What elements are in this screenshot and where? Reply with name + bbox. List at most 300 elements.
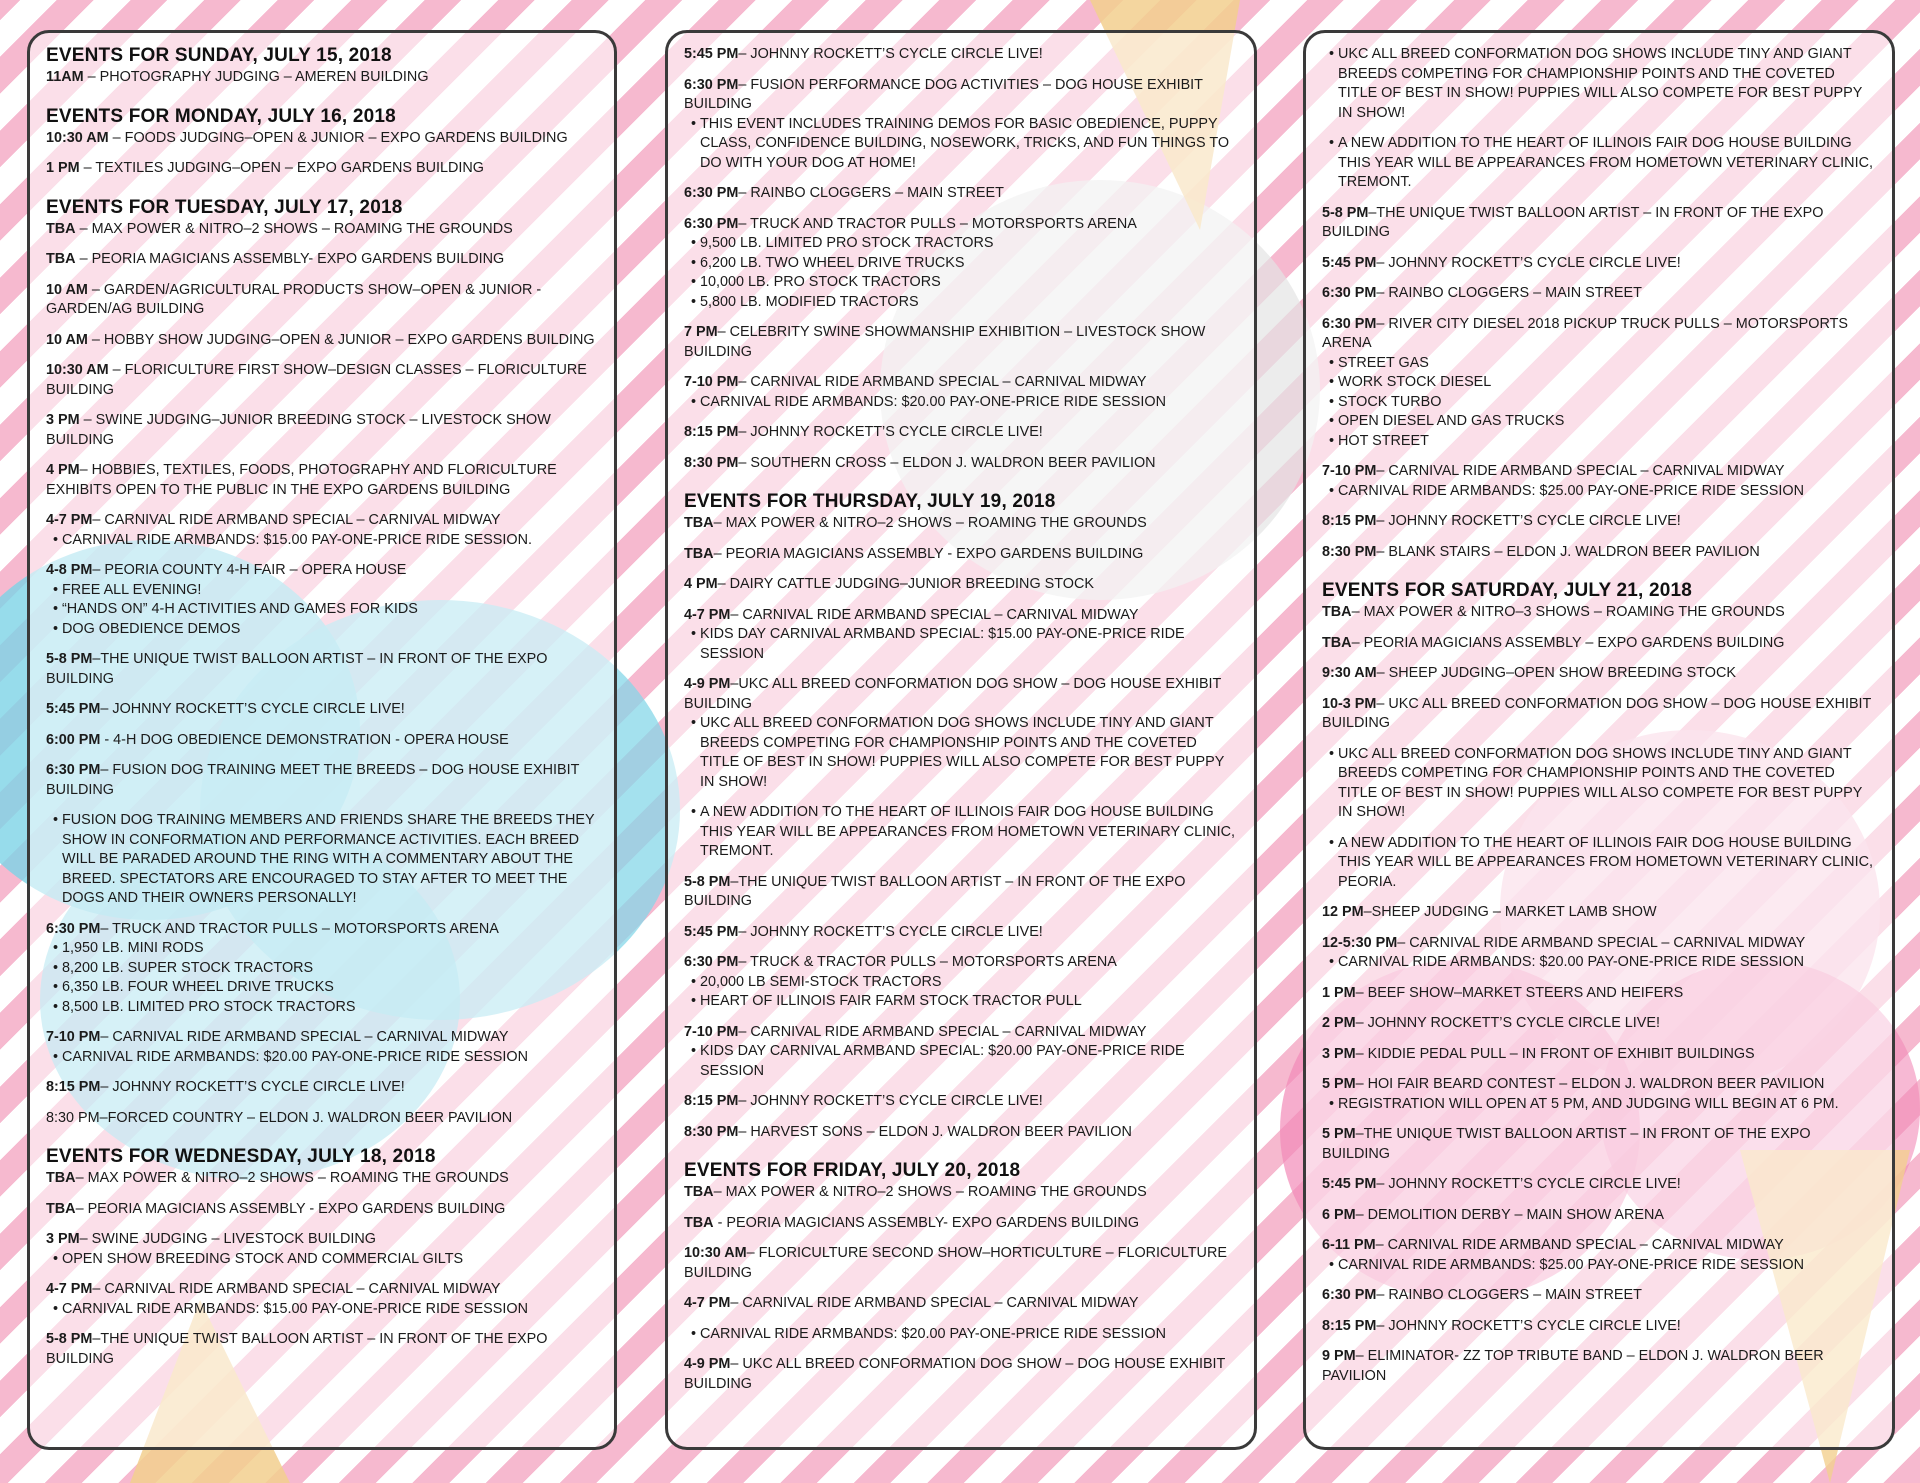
event-time: TBA bbox=[1322, 604, 1352, 620]
bullet-text: 9,500 LB. LIMITED PRO STOCK TRACTORS bbox=[700, 235, 994, 251]
bullet-text: A NEW ADDITION TO THE HEART OF ILLINOIS FAIR DOG HOUSE BUILDING THIS YEAR WILL BE APPEARANCES FROM HOMETOWN VETERINARY CLINIC, PEORIA. bbox=[1338, 834, 1873, 890]
event-line bbox=[684, 1183, 1238, 1203]
bullet-text: FREE ALL EVENING! bbox=[62, 581, 202, 598]
event-item bbox=[46, 1330, 598, 1369]
event-time: 4-8 PM bbox=[46, 562, 93, 578]
event-line bbox=[1322, 1206, 1876, 1226]
event-line bbox=[1322, 603, 1876, 623]
day-heading: EVENTS FOR FRIDAY, JULY 20, 2018 bbox=[684, 1160, 1021, 1181]
event-item bbox=[46, 331, 598, 351]
bullet-text: HEART OF ILLINOIS FAIR FARM STOCK TRACTOR PULL bbox=[700, 993, 1082, 1009]
event-time: 4-7 PM bbox=[46, 1281, 93, 1297]
event-line bbox=[46, 331, 598, 351]
event-time: TBA bbox=[46, 1170, 76, 1186]
event-time: 5-8 PM bbox=[46, 1331, 93, 1347]
event-detail-bullet bbox=[684, 234, 1238, 254]
event-line bbox=[46, 250, 598, 270]
bullet-text: STREET GAS bbox=[1338, 354, 1429, 371]
event-time: 6:30 PM bbox=[684, 185, 739, 201]
event-item bbox=[1322, 1175, 1876, 1195]
event-detail-bullet bbox=[46, 600, 598, 620]
event-detail-bullet bbox=[684, 1042, 1238, 1081]
event-item bbox=[1322, 204, 1876, 243]
event-line bbox=[1322, 543, 1876, 563]
event-line bbox=[1322, 1286, 1876, 1306]
day-heading: EVENTS FOR TUESDAY, JULY 17, 2018 bbox=[46, 196, 403, 218]
event-line bbox=[1322, 1075, 1876, 1095]
event-description: – MAX POWER & NITRO–2 SHOWS – ROAMING THE GROUNDS bbox=[713, 515, 1147, 531]
event-description: – CARNIVAL RIDE ARMBAND SPECIAL – CARNIVAL MIDWAY bbox=[92, 512, 501, 528]
event-item bbox=[1322, 1286, 1876, 1306]
event-line bbox=[684, 1123, 1238, 1143]
event-line bbox=[46, 220, 598, 240]
event-description: – BLANK STAIRS – ELDON J. WALDRON BEER PAVILION bbox=[1376, 543, 1760, 560]
event-time: 6:30 PM bbox=[684, 76, 739, 93]
event-time: 6:30 PM bbox=[1322, 315, 1377, 332]
bullet-text: 1,950 LB. MINI RODS bbox=[62, 940, 204, 956]
event-line bbox=[684, 575, 1238, 595]
event-item bbox=[1322, 934, 1876, 973]
event-item bbox=[46, 811, 598, 909]
event-detail-bullet bbox=[684, 973, 1238, 993]
event-line bbox=[46, 1169, 598, 1189]
event-time: 5-8 PM bbox=[1322, 204, 1369, 221]
event-description: – JOHNNY ROCKETT’S CYCLE CIRCLE LIVE! bbox=[738, 46, 1043, 62]
event-time: 10 AM bbox=[46, 281, 88, 298]
event-line bbox=[684, 454, 1238, 474]
event-line bbox=[46, 511, 598, 531]
event-description: – GARDEN/AGRICULTURAL PRODUCTS SHOW–OPEN & JUNIOR - GARDEN/AG BUILDING bbox=[46, 281, 542, 317]
bullet-text: WORK STOCK DIESEL bbox=[1338, 374, 1492, 390]
event-item bbox=[684, 215, 1238, 313]
event-description: – DAIRY CATTLE JUDGING–JUNIOR BREEDING STOCK bbox=[717, 576, 1094, 592]
event-time: 9:30 AM bbox=[1322, 665, 1377, 681]
event-line bbox=[684, 1092, 1238, 1112]
event-line bbox=[684, 373, 1238, 393]
event-line bbox=[684, 323, 1238, 362]
event-description: – RAINBO CLOGGERS – MAIN STREET bbox=[1376, 1287, 1642, 1303]
event-line bbox=[46, 281, 598, 320]
event-description: – FUSION DOG TRAINING MEET THE BREEDS – DOG HOUSE EXHIBIT BUILDING bbox=[46, 762, 580, 798]
event-item bbox=[1322, 1045, 1876, 1065]
event-detail-bullet bbox=[1322, 354, 1876, 374]
event-description: – CARNIVAL RIDE ARMBAND SPECIAL – CARNIVAL MIDWAY bbox=[730, 606, 1139, 623]
event-item bbox=[1322, 462, 1876, 501]
event-description: – PEORIA COUNTY 4-H FAIR – OPERA HOUSE bbox=[92, 562, 407, 578]
event-time: 5-8 PM bbox=[46, 651, 93, 667]
event-description: – KIDDIE PEDAL PULL – IN FRONT OF EXHIBIT BUILDINGS bbox=[1355, 1045, 1755, 1062]
event-item bbox=[1322, 543, 1876, 563]
event-line bbox=[684, 953, 1238, 973]
event-description: – JOHNNY ROCKETT’S CYCLE CIRCLE LIVE! bbox=[1376, 254, 1681, 271]
event-description: – RAINBO CLOGGERS – MAIN STREET bbox=[738, 185, 1004, 201]
event-detail-bullet bbox=[46, 939, 598, 959]
event-line bbox=[1322, 315, 1876, 354]
event-item bbox=[684, 923, 1238, 943]
event-line bbox=[1322, 1317, 1876, 1337]
event-time: 6:30 PM bbox=[684, 215, 739, 232]
event-description: – MAX POWER & NITRO–2 SHOWS – ROAMING THE GROUNDS bbox=[75, 220, 513, 237]
event-description: – JOHNNY ROCKETT’S CYCLE CIRCLE LIVE! bbox=[738, 424, 1043, 440]
event-item bbox=[684, 514, 1238, 534]
event-description: – DEMOLITION DERBY – MAIN SHOW ARENA bbox=[1355, 1206, 1664, 1223]
event-item bbox=[46, 650, 598, 689]
event-item bbox=[684, 803, 1238, 862]
event-description: – JOHNNY ROCKETT’S CYCLE CIRCLE LIVE! bbox=[1355, 1015, 1661, 1031]
event-line bbox=[1322, 512, 1876, 532]
event-description: - 4-H DOG OBEDIENCE DEMONSTRATION - OPERA HOUSE bbox=[100, 731, 509, 748]
event-description: – TRUCK AND TRACTOR PULLS – MOTORSPORTS ARENA bbox=[738, 215, 1137, 232]
event-description: –THE UNIQUE TWIST BALLOON ARTIST – IN FRONT OF THE EXPO BUILDING bbox=[46, 651, 548, 687]
event-item bbox=[684, 873, 1238, 912]
event-item bbox=[684, 1123, 1238, 1143]
event-line bbox=[684, 923, 1238, 943]
event-description: – JOHNNY ROCKETT’S CYCLE CIRCLE LIVE! bbox=[1376, 1176, 1681, 1192]
event-time: 3 PM bbox=[46, 412, 80, 428]
event-item bbox=[1322, 1317, 1876, 1337]
event-description: – SOUTHERN CROSS – ELDON J. WALDRON BEER PAVILION bbox=[738, 454, 1156, 471]
event-line bbox=[46, 1230, 598, 1250]
day-heading: EVENTS FOR MONDAY, JULY 16, 2018 bbox=[46, 105, 396, 127]
event-description: – FUSION PERFORMANCE DOG ACTIVITIES – DOG HOUSE EXHIBIT BUILDING bbox=[684, 76, 1203, 112]
event-time: 5-8 PM bbox=[684, 873, 731, 890]
event-description: – CARNIVAL RIDE ARMBAND SPECIAL – CARNIVAL MIDWAY bbox=[1376, 463, 1785, 479]
event-line bbox=[46, 361, 598, 400]
event-detail-bullet bbox=[1322, 373, 1876, 393]
event-item bbox=[46, 1200, 598, 1220]
event-time: 7-10 PM bbox=[1322, 463, 1377, 479]
event-time: TBA bbox=[684, 515, 714, 531]
event-description: – SWINE JUDGING–JUNIOR BREEDING STOCK – LIVESTOCK SHOW BUILDING bbox=[46, 412, 551, 448]
schedule-column-2 bbox=[665, 30, 1257, 1450]
bullet-text: REGISTRATION WILL OPEN AT 5 PM, AND JUDGING WILL BEGIN AT 6 PM. bbox=[1338, 1095, 1839, 1112]
event-line bbox=[46, 411, 598, 450]
event-item bbox=[1322, 634, 1876, 654]
event-time: 4-7 PM bbox=[684, 606, 731, 623]
event-time: 4 PM bbox=[46, 462, 80, 478]
event-detail-bullet bbox=[1322, 45, 1876, 123]
event-detail-bullet bbox=[46, 978, 598, 998]
event-description: – CARNIVAL RIDE ARMBAND SPECIAL – CARNIVAL MIDWAY bbox=[738, 1023, 1147, 1040]
bullet-text: CARNIVAL RIDE ARMBANDS: $20.00 PAY-ONE-PRICE RIDE SESSION bbox=[62, 1048, 528, 1065]
event-item bbox=[684, 545, 1238, 565]
event-detail-bullet bbox=[684, 625, 1238, 664]
event-detail-bullet bbox=[1322, 1256, 1876, 1276]
event-detail-bullet bbox=[684, 273, 1238, 293]
bullet-text: CARNIVAL RIDE ARMBANDS: $20.00 PAY-ONE-PRICE RIDE SESSION bbox=[700, 1325, 1166, 1342]
event-line bbox=[1322, 634, 1876, 654]
event-description: – ELIMINATOR- ZZ TOP TRIBUTE BAND – ELDON J. WALDRON BEER PAVILION bbox=[1322, 1348, 1824, 1384]
event-line bbox=[46, 1280, 598, 1300]
event-line bbox=[684, 545, 1238, 565]
event-time: 6:30 PM bbox=[46, 920, 101, 937]
event-description: – JOHNNY ROCKETT’S CYCLE CIRCLE LIVE! bbox=[738, 923, 1043, 940]
event-description: – MAX POWER & NITRO–3 SHOWS – ROAMING THE GROUNDS bbox=[1351, 604, 1785, 620]
event-time: 7-10 PM bbox=[684, 374, 739, 390]
event-time: 8:30 PM bbox=[1322, 543, 1377, 560]
event-description: –UKC ALL BREED CONFORMATION DOG SHOW – DOG HOUSE EXHIBIT BUILDING bbox=[684, 676, 1222, 712]
event-time: 10:30 AM bbox=[46, 362, 109, 378]
event-line bbox=[684, 606, 1238, 626]
event-item bbox=[46, 68, 598, 88]
event-time: 8:15 PM bbox=[46, 1079, 101, 1095]
event-detail-bullet bbox=[684, 115, 1238, 174]
event-description: – HOI FAIR BEARD CONTEST – ELDON J. WALDRON BEER PAVILION bbox=[1355, 1076, 1825, 1092]
event-line bbox=[684, 423, 1238, 443]
event-item bbox=[46, 411, 598, 450]
event-time: 5 PM bbox=[1322, 1076, 1356, 1092]
event-time: 2 PM bbox=[1322, 1015, 1356, 1031]
event-time: 8:15 PM bbox=[684, 1093, 739, 1109]
event-line bbox=[1322, 984, 1876, 1004]
event-line bbox=[46, 159, 598, 179]
event-time: 4-9 PM bbox=[684, 676, 731, 692]
event-time: 7-10 PM bbox=[46, 1029, 101, 1045]
event-time: 3 PM bbox=[1322, 1045, 1356, 1062]
event-time: 6:30 PM bbox=[46, 762, 101, 778]
event-time: 4 PM bbox=[684, 576, 718, 592]
bullet-text: 20,000 LB SEMI-STOCK TRACTORS bbox=[700, 973, 942, 990]
event-time: 5:45 PM bbox=[684, 46, 739, 62]
event-line bbox=[684, 1355, 1238, 1394]
event-item bbox=[684, 1092, 1238, 1112]
event-item bbox=[46, 511, 598, 550]
event-description: –THE UNIQUE TWIST BALLOON ARTIST – IN FRONT OF THE EXPO BUILDING bbox=[1322, 1126, 1811, 1162]
event-description: – CARNIVAL RIDE ARMBAND SPECIAL – CARNIVAL MIDWAY bbox=[100, 1029, 509, 1045]
event-time: 4-7 PM bbox=[684, 1295, 731, 1311]
event-item bbox=[684, 454, 1238, 474]
event-description: – HOBBY SHOW JUDGING–OPEN & JUNIOR – EXPO GARDENS BUILDING bbox=[87, 331, 595, 348]
event-time: 10:30 AM bbox=[46, 129, 109, 146]
schedule-column-3 bbox=[1303, 30, 1895, 1450]
event-time: 8:15 PM bbox=[1322, 1317, 1377, 1334]
event-item bbox=[1322, 603, 1876, 623]
event-item bbox=[46, 561, 598, 639]
event-line bbox=[1322, 1045, 1876, 1065]
event-detail-bullet bbox=[46, 959, 598, 979]
bullet-text: 6,200 LB. TWO WHEEL DRIVE TRUCKS bbox=[700, 254, 965, 271]
event-detail-bullet bbox=[1322, 482, 1876, 502]
event-time: TBA bbox=[46, 220, 76, 237]
event-detail-bullet bbox=[46, 1048, 598, 1068]
bullet-text: 10,000 LB. PRO STOCK TRACTORS bbox=[700, 274, 941, 290]
event-time: TBA bbox=[46, 1200, 76, 1217]
event-description: – PEORIA MAGICIANS ASSEMBLY - EXPO GARDENS BUILDING bbox=[713, 545, 1144, 562]
bullet-text: 6,350 LB. FOUR WHEEL DRIVE TRUCKS bbox=[62, 979, 334, 995]
event-detail-bullet bbox=[46, 1300, 598, 1320]
bullet-text: CARNIVAL RIDE ARMBANDS: $15.00 PAY-ONE-PRICE RIDE SESSION. bbox=[62, 531, 532, 548]
event-time: 5:45 PM bbox=[684, 923, 739, 940]
event-detail-bullet bbox=[1322, 393, 1876, 413]
event-item bbox=[46, 731, 598, 751]
event-description: – HOBBIES, TEXTILES, FOODS, PHOTOGRAPHY AND FLORICULTURE EXHIBITS OPEN TO THE PUBLIC IN THE EXPO GARDENS BUILDING bbox=[46, 462, 557, 498]
event-item bbox=[1322, 695, 1876, 734]
event-item bbox=[1322, 284, 1876, 304]
bullet-text: HOT STREET bbox=[1338, 432, 1429, 449]
event-detail-bullet bbox=[46, 811, 598, 909]
event-time: 8:30 PM bbox=[684, 454, 739, 471]
event-description: – TRUCK AND TRACTOR PULLS – MOTORSPORTS ARENA bbox=[100, 920, 499, 937]
event-time: 6:00 PM bbox=[46, 731, 101, 748]
bullet-text: KIDS DAY CARNIVAL ARMBAND SPECIAL: $15.00 PAY-ONE-PRICE RIDE SESSION bbox=[700, 626, 1185, 662]
event-description: – JOHNNY ROCKETT’S CYCLE CIRCLE LIVE! bbox=[1376, 513, 1681, 529]
event-item bbox=[684, 606, 1238, 665]
event-time: TBA bbox=[684, 1184, 714, 1200]
event-time: 8:15 PM bbox=[1322, 513, 1377, 529]
bullet-text: UKC ALL BREED CONFORMATION DOG SHOWS INCLUDE TINY AND GIANT BREEDS COMPETING FOR CHAMPIONSHIP POINTS AND THE COVETED TITLE OF BEST IN SHOW! PUPPIES WILL ALSO COMPETE FOR BEST PUPPY IN SHOW! bbox=[1338, 46, 1863, 121]
event-item bbox=[46, 1280, 598, 1319]
bullet-text: CARNIVAL RIDE ARMBANDS: $20.00 PAY-ONE-PRICE RIDE SESSION bbox=[1338, 954, 1804, 970]
event-time: TBA bbox=[684, 545, 714, 562]
event-description: – CARNIVAL RIDE ARMBAND SPECIAL – CARNIVAL MIDWAY bbox=[1397, 934, 1806, 951]
event-description: –THE UNIQUE TWIST BALLOON ARTIST – IN FRONT OF THE EXPO BUILDING bbox=[1322, 204, 1824, 240]
event-description: – SHEEP JUDGING–OPEN SHOW BREEDING STOCK bbox=[1376, 665, 1736, 681]
event-item bbox=[684, 675, 1238, 792]
bullet-text: 8,200 LB. SUPER STOCK TRACTORS bbox=[62, 959, 314, 976]
event-detail-bullet bbox=[684, 254, 1238, 274]
event-time: 6-11 PM bbox=[1322, 1237, 1376, 1253]
event-item bbox=[1322, 664, 1876, 684]
event-time: 7-10 PM bbox=[684, 1023, 739, 1040]
event-item bbox=[684, 1214, 1238, 1234]
event-item bbox=[46, 250, 598, 270]
event-description: – RIVER CITY DIESEL 2018 PICKUP TRUCK PULLS – MOTORSPORTS ARENA bbox=[1322, 315, 1848, 351]
bullet-text: 5,800 LB. MODIFIED TRACTORS bbox=[700, 293, 919, 310]
event-line bbox=[684, 76, 1238, 115]
event-time: 6:30 PM bbox=[684, 954, 739, 970]
event-line bbox=[1322, 284, 1876, 304]
event-line bbox=[46, 1028, 598, 1048]
event-item bbox=[46, 700, 598, 720]
event-item bbox=[684, 575, 1238, 595]
day-heading: EVENTS FOR THURSDAY, JULY 19, 2018 bbox=[684, 491, 1056, 512]
event-description: – HARVEST SONS – ELDON J. WALDRON BEER PAVILION bbox=[738, 1123, 1132, 1140]
event-description: – MAX POWER & NITRO–2 SHOWS – ROAMING THE GROUNDS bbox=[713, 1184, 1147, 1200]
bullet-text: CARNIVAL RIDE ARMBANDS: $15.00 PAY-ONE-PRICE RIDE SESSION bbox=[62, 1300, 528, 1317]
bullet-text: UKC ALL BREED CONFORMATION DOG SHOWS INCLUDE TINY AND GIANT BREEDS COMPETING FOR CHAMPIONSHIP POINTS AND THE COVETED TITLE OF BEST IN SHOW! PUPPIES WILL ALSO COMPETE FOR BEST PUPPY IN SHOW! bbox=[1338, 745, 1863, 820]
event-line bbox=[684, 1294, 1238, 1314]
event-item bbox=[46, 461, 598, 500]
event-item bbox=[1322, 1075, 1876, 1114]
event-item bbox=[1322, 512, 1876, 532]
event-description: – PEORIA MAGICIANS ASSEMBLY – EXPO GARDENS BUILDING bbox=[1351, 634, 1785, 651]
event-item bbox=[46, 920, 598, 1018]
event-time: 12 PM bbox=[1322, 904, 1364, 920]
event-description: – BEEF SHOW–MARKET STEERS AND HEIFERS bbox=[1355, 984, 1684, 1001]
event-description: – JOHNNY ROCKETT’S CYCLE CIRCLE LIVE! bbox=[100, 1079, 405, 1095]
event-item bbox=[46, 1078, 598, 1098]
event-detail-bullet bbox=[1322, 953, 1876, 973]
day-heading: EVENTS FOR SUNDAY, JULY 15, 2018 bbox=[46, 45, 392, 66]
event-line bbox=[46, 650, 598, 689]
event-item bbox=[684, 373, 1238, 412]
event-line bbox=[46, 731, 598, 751]
event-item bbox=[1322, 1014, 1876, 1034]
event-item bbox=[684, 1023, 1238, 1082]
event-line bbox=[46, 129, 598, 149]
event-description: – FLORICULTURE SECOND SHOW–HORTICULTURE – FLORICULTURE BUILDING bbox=[684, 1245, 1227, 1281]
event-item bbox=[684, 1355, 1238, 1394]
event-time: 6 PM bbox=[1322, 1206, 1356, 1223]
event-time: 1 PM bbox=[46, 160, 80, 176]
event-item bbox=[1322, 984, 1876, 1004]
event-item bbox=[46, 1230, 598, 1269]
event-detail-bullet bbox=[684, 393, 1238, 413]
event-item bbox=[1322, 745, 1876, 823]
event-description: - PEORIA MAGICIANS ASSEMBLY- EXPO GARDENS BUILDING bbox=[713, 1214, 1140, 1231]
event-line bbox=[1322, 204, 1876, 243]
event-line bbox=[46, 1078, 598, 1098]
event-item bbox=[684, 45, 1238, 65]
event-line bbox=[1322, 934, 1876, 954]
bullet-text: FUSION DOG TRAINING MEMBERS AND FRIENDS SHARE THE BREEDS THEY SHOW IN CONFORMATION AND PERFORMANCE ACTIVITIES. EACH BREED WILL BE PARADED AROUND THE RING WITH A COMMENTARY ABOUT THE BREED. SPECTATORS ARE ENCOURAGED TO STAY AFTER TO MEET THE DOGS AND THEIR OWNERS PERSONALLY! bbox=[62, 812, 595, 906]
event-description: – UKC ALL BREED CONFORMATION DOG SHOW – DOG HOUSE EXHIBIT BUILDING bbox=[1322, 695, 1872, 731]
event-time: TBA bbox=[1322, 634, 1352, 651]
event-detail-bullet bbox=[684, 992, 1238, 1012]
event-line bbox=[684, 675, 1238, 714]
event-line bbox=[1322, 903, 1876, 923]
event-detail-bullet bbox=[1322, 1095, 1876, 1115]
bullet-text: 8,500 LB. LIMITED PRO STOCK TRACTORS bbox=[62, 998, 356, 1015]
event-time: 5:45 PM bbox=[1322, 1176, 1377, 1192]
event-item bbox=[46, 281, 598, 320]
event-item bbox=[684, 323, 1238, 362]
event-time: 3 PM bbox=[46, 1231, 80, 1247]
event-detail-bullet bbox=[1322, 432, 1876, 452]
event-description: 8:30 PM–FORCED COUNTRY – ELDON J. WALDRON BEER PAVILION bbox=[46, 1109, 513, 1126]
event-time: 12-5:30 PM bbox=[1322, 934, 1398, 951]
event-time: 7 PM bbox=[684, 324, 718, 340]
event-detail-bullet bbox=[46, 620, 598, 640]
bullet-text: STOCK TURBO bbox=[1338, 393, 1442, 410]
bullet-text: CARNIVAL RIDE ARMBANDS: $25.00 PAY-ONE-PRICE RIDE SESSION bbox=[1338, 482, 1804, 499]
event-item bbox=[684, 1325, 1238, 1345]
event-line bbox=[684, 45, 1238, 65]
event-line bbox=[46, 68, 598, 88]
event-description: – PEORIA MAGICIANS ASSEMBLY- EXPO GARDENS BUILDING bbox=[75, 251, 505, 267]
event-time: TBA bbox=[684, 1214, 714, 1231]
event-detail-bullet bbox=[1322, 134, 1876, 193]
bullet-text: A NEW ADDITION TO THE HEART OF ILLINOIS FAIR DOG HOUSE BUILDING THIS YEAR WILL BE APPEARANCES FROM HOMETOWN VETERINARY CLINIC, TREMONT. bbox=[700, 804, 1235, 859]
event-time: 5:45 PM bbox=[1322, 254, 1377, 271]
event-time: 1 PM bbox=[1322, 984, 1356, 1001]
day-heading: EVENTS FOR SATURDAY, JULY 21, 2018 bbox=[1322, 580, 1693, 601]
event-time: 10:30 AM bbox=[684, 1245, 747, 1261]
event-time: 8:15 PM bbox=[684, 424, 739, 440]
event-time: 10 AM bbox=[46, 331, 88, 348]
event-line bbox=[684, 1023, 1238, 1043]
bullet-text: A NEW ADDITION TO THE HEART OF ILLINOIS FAIR DOG HOUSE BUILDING THIS YEAR WILL BE APPEARANCES FROM HOMETOWN VETERINARY CLINIC, TREMONT. bbox=[1338, 135, 1873, 190]
event-detail-bullet bbox=[684, 1325, 1238, 1345]
event-description: – JOHNNY ROCKETT’S CYCLE CIRCLE LIVE! bbox=[738, 1093, 1043, 1109]
event-line bbox=[46, 561, 598, 581]
bullet-text: “HANDS ON” 4-H ACTIVITIES AND GAMES FOR KIDS bbox=[62, 601, 418, 617]
event-line bbox=[1322, 1347, 1876, 1386]
event-description: – PHOTOGRAPHY JUDGING – AMEREN BUILDING bbox=[83, 69, 429, 85]
event-description: – RAINBO CLOGGERS – MAIN STREET bbox=[1376, 285, 1642, 301]
event-line bbox=[684, 514, 1238, 534]
event-item bbox=[684, 1294, 1238, 1314]
event-item bbox=[1322, 903, 1876, 923]
event-line bbox=[684, 1244, 1238, 1283]
event-line bbox=[684, 873, 1238, 912]
event-line bbox=[1322, 254, 1876, 274]
event-line bbox=[46, 461, 598, 500]
event-description: – SWINE JUDGING – LIVESTOCK BUILDING bbox=[79, 1231, 376, 1247]
bullet-text: OPEN DIESEL AND GAS TRUCKS bbox=[1338, 413, 1565, 429]
event-item bbox=[684, 1183, 1238, 1203]
event-detail-bullet bbox=[46, 581, 598, 601]
